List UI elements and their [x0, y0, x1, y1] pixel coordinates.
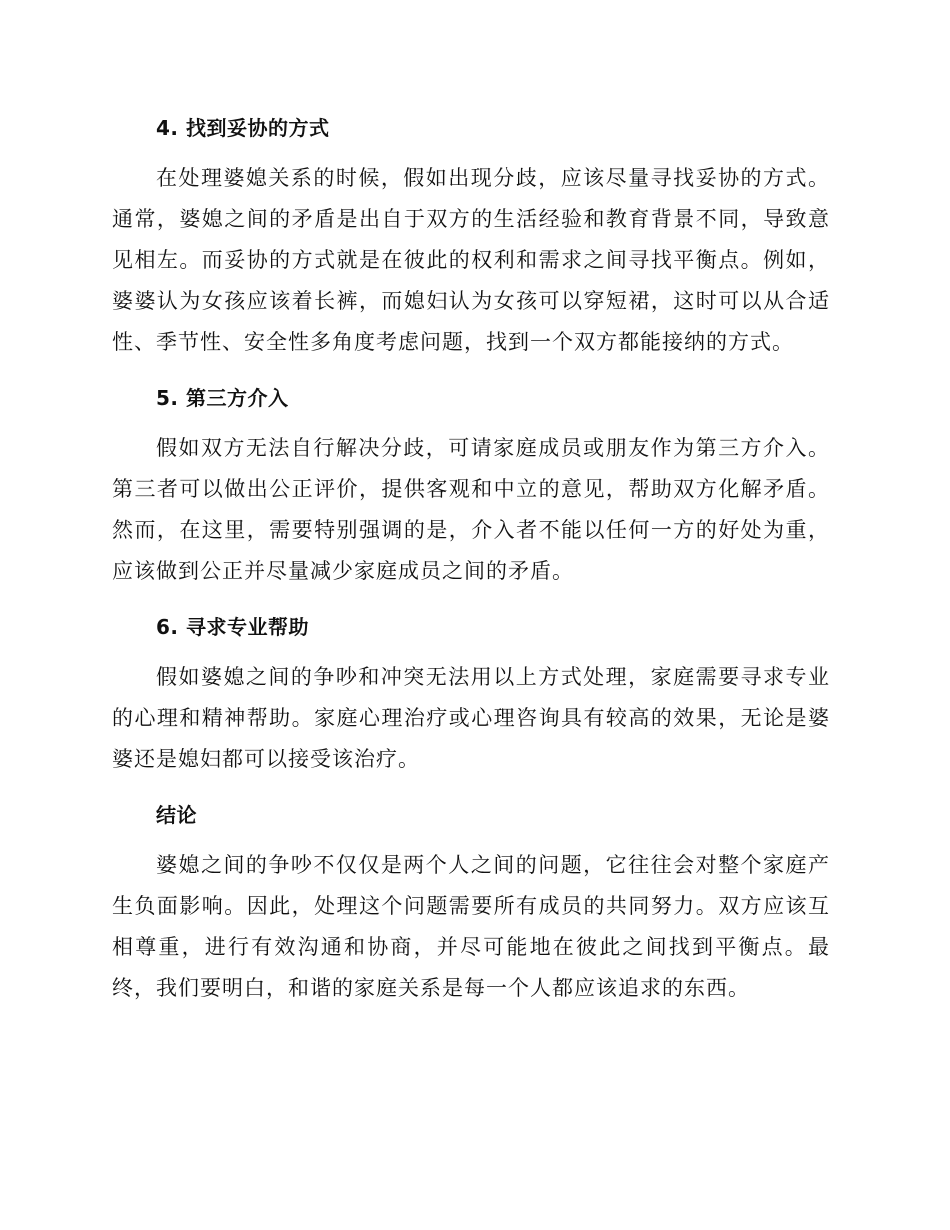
section-compromise	[112, 110, 830, 363]
section-heading: 6. 寻求专业帮助	[156, 615, 309, 639]
section-heading: 4. 找到妥协的方式	[156, 116, 330, 140]
section-professional-help	[112, 609, 830, 780]
section-paragraph: 假如婆媳之间的争吵和冲突无法用以上方式处理，家庭需要寻求专业的心理和精神帮助。家庭心理治疗或心理咨询具有较高的效果，无论是婆婆还是媳妇都可以接受该治疗。	[112, 665, 830, 771]
section-paragraph: 在处理婆媳关系的时候，假如出现分歧，应该尽量寻找妥协的方式。通常，婆媳之间的矛盾是出自于双方的生活经验和教育背景不同，导致意见相左。而妥协的方式就是在彼此的权利和需求之间寻找平衡点。例如，婆婆认为女孩应该着长裤，而媳妇认为女孩可以穿短裙，这时可以从合适性、季节性、安全性多角度考虑问题，找到一个双方都能接纳的方式。	[112, 166, 830, 354]
section-heading: 结论	[156, 803, 197, 827]
section-heading: 5. 第三方介入	[156, 386, 289, 410]
section-conclusion	[112, 797, 830, 1009]
section-paragraph: 假如双方无法自行解决分歧，可请家庭成员或朋友作为第三方介入。第三者可以做出公正评价，提供客观和中立的意见，帮助双方化解矛盾。然而，在这里，需要特别强调的是，介入者不能以任何一方的好处为重，应该做到公正并尽量减少家庭成员之间的矛盾。	[112, 436, 830, 583]
section-third-party	[112, 380, 830, 592]
section-paragraph: 婆媳之间的争吵不仅仅是两个人之间的问题，它往往会对整个家庭产生负面影响。因此，处理这个问题需要所有成员的共同努力。双方应该互相尊重，进行有效沟通和协商，并尽可能地在彼此之间找到平衡点。最终，我们要明白，和谐的家庭关系是每一个人都应该追求的东西。	[112, 853, 830, 1000]
